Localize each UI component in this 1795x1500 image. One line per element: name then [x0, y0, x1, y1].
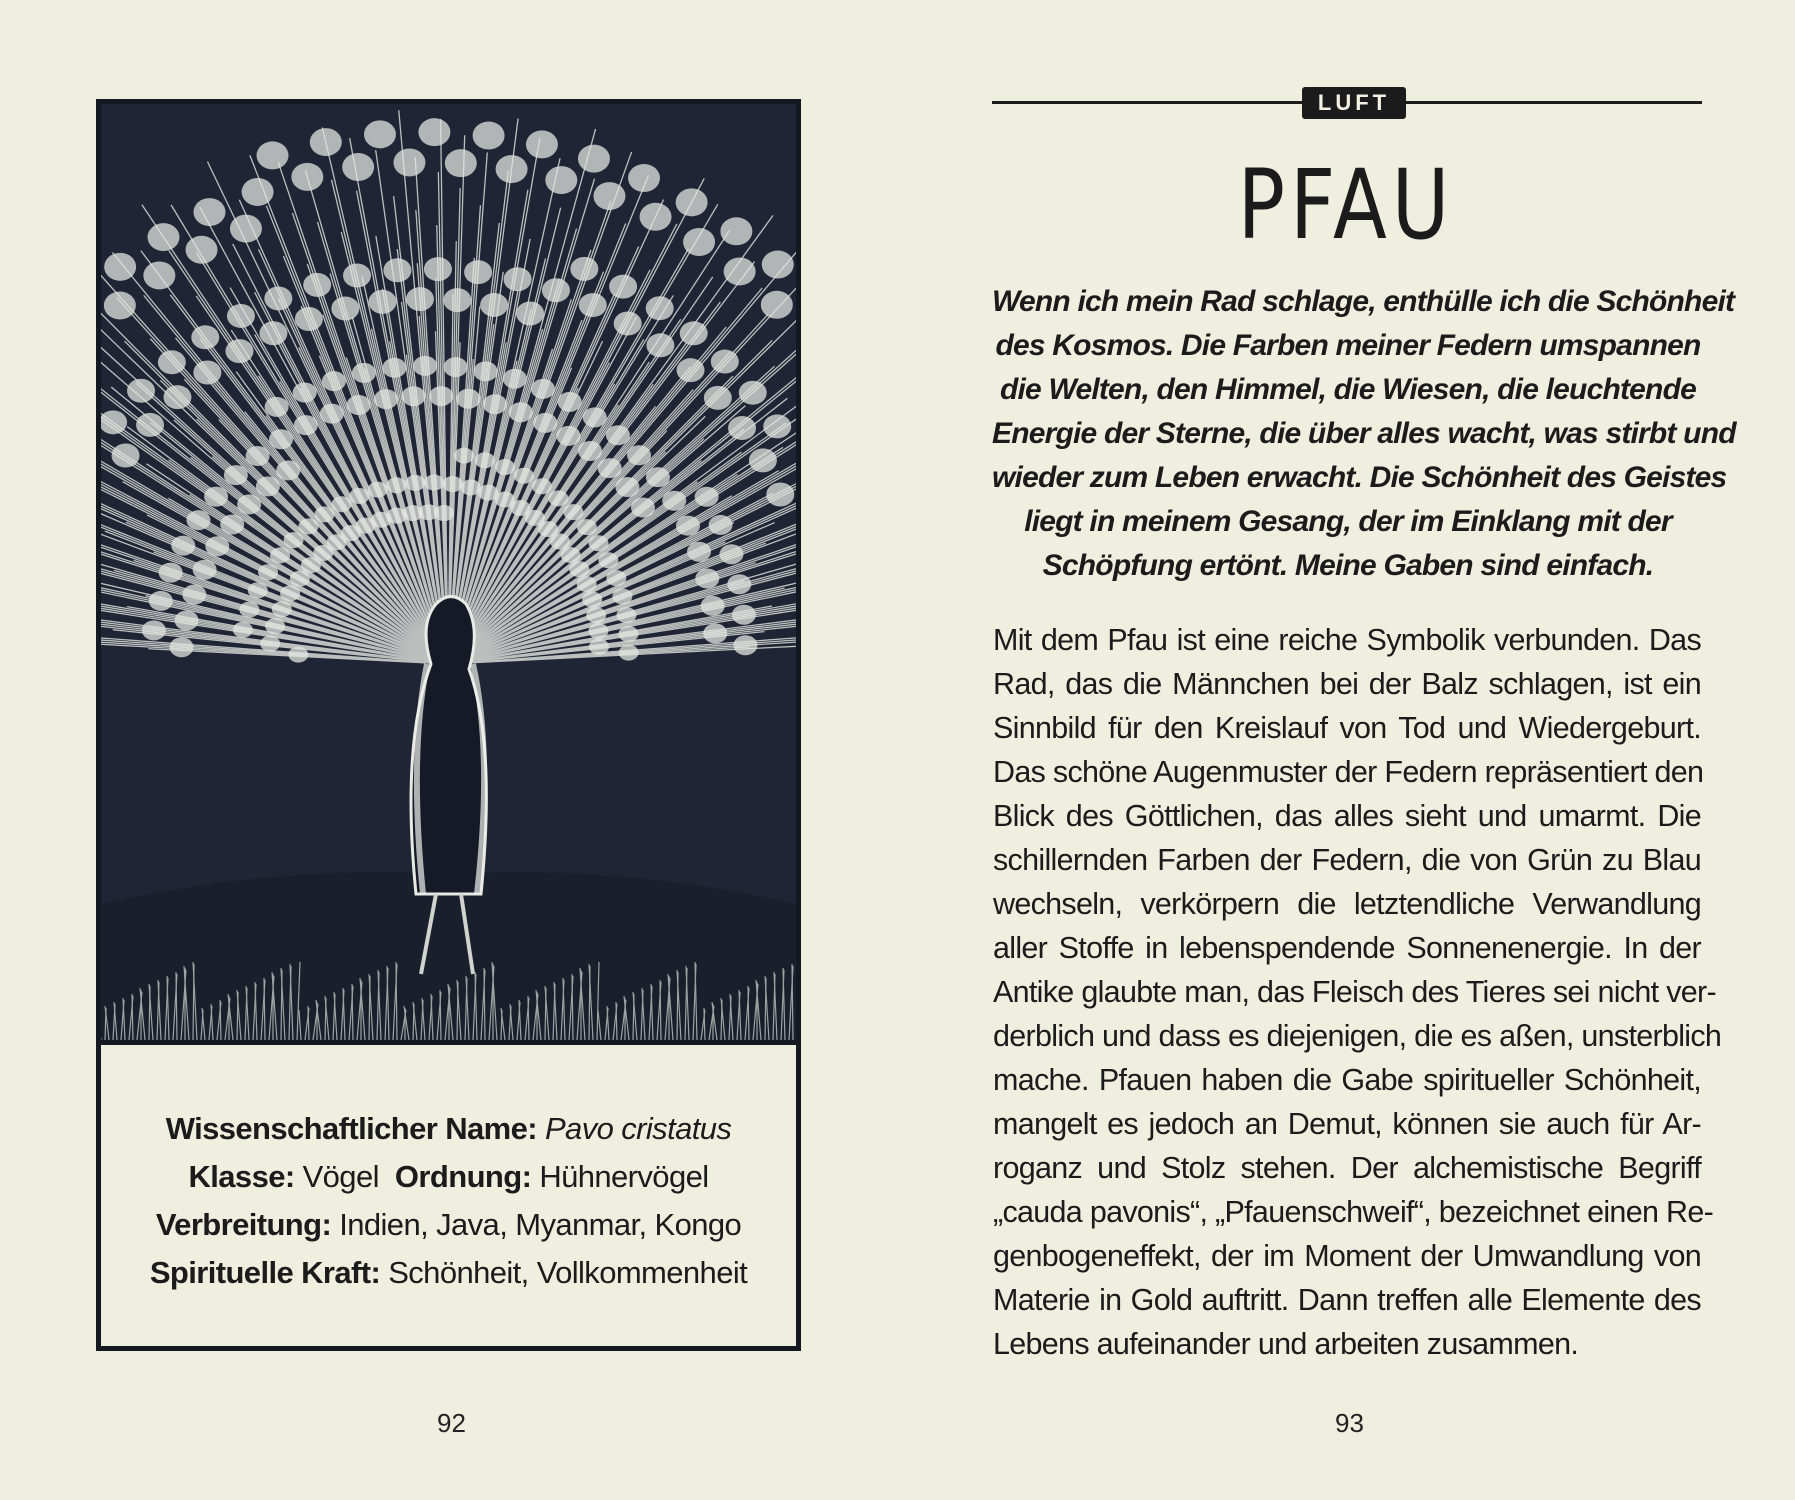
left-page — [0, 0, 897, 1500]
distribution-label: Verbreitung: — [155, 1207, 332, 1242]
intro-line: Energie der Sterne, die über alles wacht, was stirbt und — [992, 417, 1736, 450]
order-value: Hühnervögel — [539, 1159, 709, 1194]
order-label: Ordnung: — [394, 1159, 532, 1194]
body-line: wechseln, verkörpern die letztendliche Verwandlung — [993, 887, 1701, 921]
spiritual-power-label: Spirituelle Kraft: — [149, 1255, 381, 1290]
peacock-engraving-image — [101, 104, 796, 1040]
species-info-box — [96, 1042, 801, 1351]
body-line: mache. Pfauen haben die Gabe spiritueller Schönheit, — [993, 1063, 1701, 1097]
body-line: „cauda pavonis“, „Pfauenschweif“, bezeichnet einen Re- — [993, 1195, 1714, 1229]
scientific-name-label: Wissenschaftlicher Name: — [165, 1111, 537, 1146]
body-line: genbogeneffekt, der im Moment der Umwandlung von — [993, 1239, 1701, 1273]
page-number-right: 93 — [1335, 1408, 1364, 1438]
body-line: Das schöne Augenmuster der Federn repräsentiert den — [993, 755, 1704, 789]
scientific-name-row — [101, 1105, 796, 1153]
body-line: Mit dem Pfau ist eine reiche Symbolik verbunden. Das — [993, 623, 1701, 657]
intro-line: die Welten, den Himmel, die Wiesen, die leuchtende — [999, 373, 1696, 406]
section-label: LUFT — [1302, 87, 1406, 119]
distribution-value: Indien, Java, Myanmar, Kongo — [339, 1207, 742, 1242]
body-line: aller Stoffe in lebenspendende Sonnenenergie. In der — [993, 931, 1701, 965]
body-line: Blick des Göttlichen, das alles sieht und umarmt. Die — [993, 799, 1701, 833]
page-number-left: 92 — [437, 1408, 466, 1438]
intro-line: Wenn ich mein Rad schlage, enthülle ich die Schönheit — [992, 285, 1735, 318]
body-line: derblich und dass es diejenigen, die es aßen, unsterblich — [993, 1019, 1722, 1053]
intro-paragraph — [992, 280, 1736, 588]
body-line: Lebens aufeinander und arbeiten zusammen. — [993, 1327, 1579, 1361]
section-rule-left — [992, 101, 1302, 104]
peacock-illustration — [96, 99, 801, 1045]
body-line: schillernden Farben der Federn, die von Grün zu Blau — [993, 843, 1701, 877]
intro-line: liegt in meinem Gesang, der im Einklang mit der — [1024, 505, 1672, 538]
body-paragraph — [993, 618, 1722, 1366]
section-rule-right — [1406, 101, 1702, 104]
class-order-row — [101, 1153, 796, 1201]
page-title: PFAU — [1237, 149, 1455, 261]
intro-line: Schöpfung ertönt. Meine Gaben sind einfach. — [1042, 549, 1654, 582]
class-value: Vögel — [302, 1159, 379, 1194]
body-line: Materie in Gold auftritt. Dann treffen alle Elemente des — [993, 1283, 1701, 1317]
scientific-name-value: Pavo cristatus — [544, 1111, 732, 1146]
intro-line: des Kosmos. Die Farben meiner Federn umspannen — [995, 329, 1701, 362]
body-line: Antike glaubte man, das Fleisch des Tieres sei nicht ver- — [993, 975, 1716, 1009]
body-line: mangelt es jedoch an Demut, können sie auch für Ar- — [993, 1107, 1701, 1141]
spiritual-power-value: Schönheit, Vollkommenheit — [388, 1255, 748, 1290]
body-line: Rad, das die Männchen bei der Balz schlagen, ist ein — [993, 667, 1701, 701]
distribution-row — [101, 1201, 796, 1249]
intro-line: wieder zum Leben erwacht. Die Schönheit des Geistes — [992, 461, 1727, 494]
spiritual-power-row — [101, 1249, 796, 1297]
body-line: Sinnbild für den Kreislauf von Tod und Wiedergeburt. — [993, 711, 1701, 745]
class-label: Klasse: — [188, 1159, 295, 1194]
body-line: roganz und Stolz stehen. Der alchemistische Begriff — [993, 1151, 1701, 1185]
